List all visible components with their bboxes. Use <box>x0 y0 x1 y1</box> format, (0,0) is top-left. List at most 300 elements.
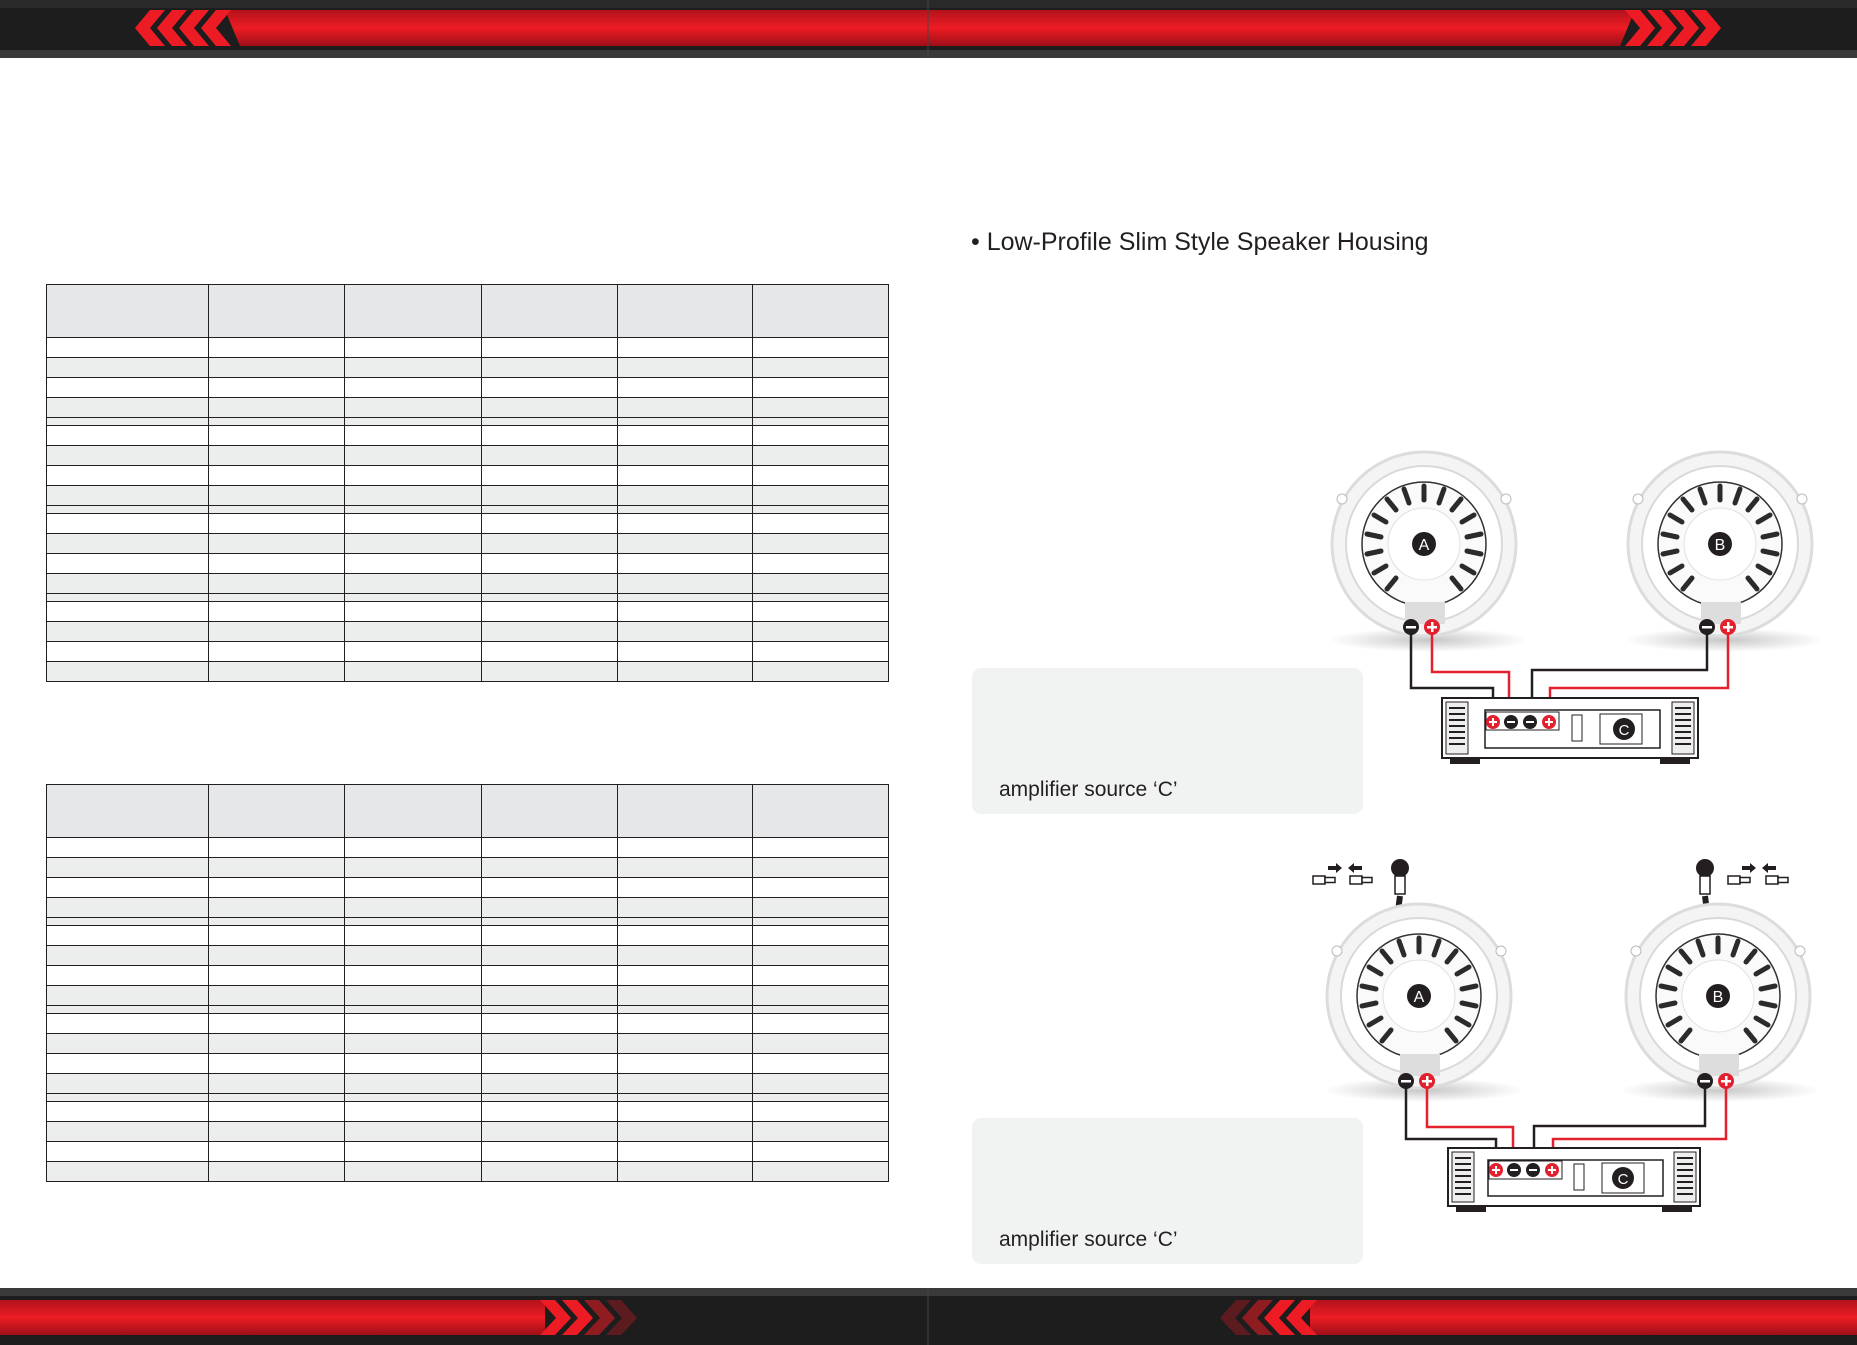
table-row <box>47 594 889 602</box>
table-cell <box>482 858 618 878</box>
amplifier-c <box>1448 1148 1700 1212</box>
table-cell <box>753 622 889 642</box>
table-cell <box>209 898 345 918</box>
table-cell <box>753 662 889 682</box>
table-cell <box>618 986 753 1006</box>
table-cell <box>345 966 482 986</box>
table-cell <box>482 1034 618 1054</box>
table-cell <box>482 1142 618 1162</box>
table-cell <box>618 1102 753 1122</box>
table-cell <box>209 338 345 358</box>
table-cell <box>47 446 209 466</box>
table-cell <box>482 574 618 594</box>
table-row <box>47 1162 889 1182</box>
table-cell <box>209 1006 345 1014</box>
table-cell <box>345 506 482 514</box>
table-cell <box>753 1142 889 1162</box>
table-cell <box>753 506 889 514</box>
table-row <box>47 534 889 554</box>
table-cell <box>618 662 753 682</box>
table-row <box>47 986 889 1006</box>
feature-bullet: • Low-Profile Slim Style Speaker Housing <box>971 228 1429 256</box>
table-row <box>47 946 889 966</box>
table-cell <box>753 946 889 966</box>
table-cell <box>47 946 209 966</box>
table-row <box>47 338 889 358</box>
table-cell <box>482 838 618 858</box>
table-row <box>47 1094 889 1102</box>
table-cell <box>209 574 345 594</box>
table-row <box>47 1122 889 1142</box>
table-row <box>47 602 889 622</box>
table-cell <box>209 378 345 398</box>
header-cell <box>209 785 345 838</box>
table-cell <box>482 622 618 642</box>
table-cell <box>209 418 345 426</box>
table-cell <box>345 466 482 486</box>
amplifier-c <box>1442 698 1698 764</box>
table-cell <box>618 398 753 418</box>
table-cell <box>618 926 753 946</box>
table-body <box>47 838 889 1182</box>
table-cell <box>47 1074 209 1094</box>
table-cell <box>345 918 482 926</box>
table-cell <box>482 1074 618 1094</box>
table-cell <box>482 926 618 946</box>
table-cell <box>618 1142 753 1162</box>
table-cell <box>753 446 889 466</box>
table-cell <box>47 506 209 514</box>
table-cell <box>753 1074 889 1094</box>
table-cell <box>482 378 618 398</box>
table-cell <box>618 878 753 898</box>
table-cell <box>345 622 482 642</box>
table-cell <box>209 514 345 534</box>
table-cell <box>47 574 209 594</box>
table-cell <box>482 594 618 602</box>
amplifier-c-label: C <box>1617 1171 1629 1188</box>
table-cell <box>618 554 753 574</box>
header-cell <box>482 285 618 338</box>
table-cell <box>482 966 618 986</box>
table-cell <box>209 398 345 418</box>
table-cell <box>345 534 482 554</box>
table-cell <box>753 418 889 426</box>
table-cell <box>209 642 345 662</box>
table-cell <box>209 838 345 858</box>
table-cell <box>345 1014 482 1034</box>
amplifier-c-label: C <box>1618 722 1630 739</box>
table-cell <box>753 426 889 446</box>
table-cell <box>753 398 889 418</box>
table-cell <box>482 358 618 378</box>
wiring-diagram-2 <box>1300 850 1857 1220</box>
table-cell <box>482 486 618 506</box>
table-cell <box>47 858 209 878</box>
header-cell <box>209 285 345 338</box>
table-cell <box>618 506 753 514</box>
table-cell <box>345 378 482 398</box>
table-row <box>47 506 889 514</box>
speaker-a-badge <box>1407 984 1431 1008</box>
table-row <box>47 358 889 378</box>
table-cell <box>753 1014 889 1034</box>
table-cell <box>618 574 753 594</box>
table-row <box>47 1102 889 1122</box>
speaker-b-badge <box>1706 984 1730 1008</box>
table-cell <box>345 926 482 946</box>
table-cell <box>47 514 209 534</box>
table-cell <box>753 466 889 486</box>
table-cell <box>345 574 482 594</box>
table-cell <box>47 642 209 662</box>
table-row <box>47 418 889 426</box>
table-cell <box>482 466 618 486</box>
table-cell <box>47 622 209 642</box>
table-cell <box>618 446 753 466</box>
table-cell <box>47 918 209 926</box>
table-body <box>47 338 889 682</box>
wiring-diagram-1 <box>1300 440 1857 770</box>
table-cell <box>209 662 345 682</box>
table-row <box>47 426 889 446</box>
table-cell <box>209 966 345 986</box>
table-cell <box>618 858 753 878</box>
table-cell <box>618 534 753 554</box>
header-cell <box>618 785 753 838</box>
table-cell <box>618 1034 753 1054</box>
table-row <box>47 514 889 534</box>
table-row <box>47 878 889 898</box>
table-cell <box>47 986 209 1006</box>
table-cell <box>209 1162 345 1182</box>
table-cell <box>209 918 345 926</box>
table-cell <box>482 918 618 926</box>
table-cell <box>618 378 753 398</box>
header-cell <box>47 785 209 838</box>
table-cell <box>209 1094 345 1102</box>
table-row <box>47 622 889 642</box>
table-cell <box>345 986 482 1006</box>
table-cell <box>47 1142 209 1162</box>
table-cell <box>47 1162 209 1182</box>
table-cell <box>209 554 345 574</box>
table-cell <box>618 1122 753 1142</box>
table-cell <box>618 918 753 926</box>
table-cell <box>753 486 889 506</box>
table-cell <box>482 662 618 682</box>
table-cell <box>209 1122 345 1142</box>
table-cell <box>753 918 889 926</box>
table-cell <box>753 898 889 918</box>
table-cell <box>47 878 209 898</box>
table-row <box>47 966 889 986</box>
table-cell <box>47 426 209 446</box>
table-cell <box>345 418 482 426</box>
table-cell <box>209 446 345 466</box>
table-cell <box>753 1034 889 1054</box>
table-row <box>47 554 889 574</box>
table-cell <box>209 358 345 378</box>
table-cell <box>618 602 753 622</box>
table-cell <box>618 622 753 642</box>
table-row <box>47 446 889 466</box>
table-cell <box>482 878 618 898</box>
table-cell <box>47 898 209 918</box>
table-cell <box>209 1014 345 1034</box>
header-cell <box>47 285 209 338</box>
table-cell <box>345 858 482 878</box>
table-row <box>47 1014 889 1034</box>
table-cell <box>753 1162 889 1182</box>
table-cell <box>47 534 209 554</box>
table-cell <box>618 966 753 986</box>
table-cell <box>209 426 345 446</box>
table-cell <box>482 1162 618 1182</box>
table-cell <box>618 1094 753 1102</box>
table-cell <box>482 418 618 426</box>
table-cell <box>753 1102 889 1122</box>
speaker-a-label: A <box>1418 537 1430 554</box>
table-cell <box>209 926 345 946</box>
table-cell <box>209 602 345 622</box>
table-cell <box>345 1074 482 1094</box>
header-cell <box>753 285 889 338</box>
quick-connect-icon-right <box>1728 863 1788 884</box>
table-cell <box>345 1094 482 1102</box>
table-row <box>47 574 889 594</box>
table-cell <box>618 358 753 378</box>
table-cell <box>345 1122 482 1142</box>
table-cell <box>482 602 618 622</box>
table-cell <box>482 338 618 358</box>
table-row <box>47 1034 889 1054</box>
table-cell <box>618 1006 753 1014</box>
speaker-b-badge <box>1708 532 1732 556</box>
header-cell <box>345 285 482 338</box>
table-cell <box>345 554 482 574</box>
table-cell <box>345 1006 482 1014</box>
table-cell <box>618 338 753 358</box>
table-cell <box>345 662 482 682</box>
table-cell <box>47 838 209 858</box>
table-row <box>47 1074 889 1094</box>
table-cell <box>618 642 753 662</box>
table-cell <box>209 506 345 514</box>
table-cell <box>618 514 753 534</box>
table-cell <box>47 1014 209 1034</box>
table-row <box>47 1054 889 1074</box>
table-cell <box>482 514 618 534</box>
spec-table-2 <box>46 784 889 1182</box>
table-cell <box>345 1054 482 1074</box>
table-cell <box>209 1102 345 1122</box>
table-cell <box>482 1102 618 1122</box>
table-cell <box>345 446 482 466</box>
table-row <box>47 926 889 946</box>
speaker-b-label: B <box>1714 537 1726 554</box>
table-cell <box>482 898 618 918</box>
table-cell <box>345 514 482 534</box>
table-cell <box>209 1034 345 1054</box>
table-cell <box>618 946 753 966</box>
table-row <box>47 466 889 486</box>
table-cell <box>47 466 209 486</box>
table-cell <box>47 418 209 426</box>
table-row <box>47 486 889 506</box>
note-text: amplifier source ‘C’ <box>999 1228 1178 1251</box>
header-cell <box>345 785 482 838</box>
table-cell <box>753 534 889 554</box>
table-cell <box>618 1074 753 1094</box>
table-cell <box>753 642 889 662</box>
table-cell <box>209 622 345 642</box>
table-cell <box>482 1006 618 1014</box>
table-cell <box>753 554 889 574</box>
table-cell <box>345 878 482 898</box>
table-row <box>47 918 889 926</box>
table-cell <box>753 926 889 946</box>
table-cell <box>47 966 209 986</box>
table-cell <box>47 398 209 418</box>
table-cell <box>753 966 889 986</box>
top-header-band <box>0 0 1857 58</box>
table-cell <box>753 338 889 358</box>
table-cell <box>482 642 618 662</box>
table-cell <box>753 1006 889 1014</box>
speaker-b-label: B <box>1712 989 1724 1006</box>
table-cell <box>618 418 753 426</box>
table-cell <box>47 926 209 946</box>
table-cell <box>482 946 618 966</box>
bottom-footer-band <box>0 1288 1857 1345</box>
table-row <box>47 398 889 418</box>
table-cell <box>482 426 618 446</box>
header-cell <box>753 785 889 838</box>
table-cell <box>47 662 209 682</box>
table-cell <box>618 1162 753 1182</box>
table-cell <box>753 858 889 878</box>
quick-connect-icon-left <box>1313 863 1372 884</box>
table-header-row <box>47 285 889 338</box>
table-cell <box>753 602 889 622</box>
header-cell <box>618 285 753 338</box>
table-row <box>47 378 889 398</box>
table-cell <box>47 1054 209 1074</box>
table-cell <box>482 1054 618 1074</box>
table-cell <box>618 426 753 446</box>
table-cell <box>345 594 482 602</box>
table-cell <box>345 838 482 858</box>
table-cell <box>618 838 753 858</box>
table-cell <box>209 858 345 878</box>
table-cell <box>209 466 345 486</box>
spec-table-1 <box>46 284 889 682</box>
table-cell <box>618 594 753 602</box>
table-cell <box>209 1142 345 1162</box>
table-cell <box>345 602 482 622</box>
table-cell <box>753 1122 889 1142</box>
table-cell <box>47 358 209 378</box>
table-row <box>47 898 889 918</box>
table-header-row <box>47 785 889 838</box>
table-cell <box>47 1006 209 1014</box>
header-cell <box>482 785 618 838</box>
table-cell <box>618 1054 753 1074</box>
table-cell <box>47 554 209 574</box>
table-cell <box>618 466 753 486</box>
table-cell <box>47 594 209 602</box>
table-cell <box>209 1054 345 1074</box>
table-cell <box>753 1094 889 1102</box>
speaker-a-badge <box>1412 532 1436 556</box>
table-cell <box>753 878 889 898</box>
table-row <box>47 858 889 878</box>
table-row <box>47 662 889 682</box>
table-cell <box>345 486 482 506</box>
table-cell <box>47 338 209 358</box>
table-cell <box>209 878 345 898</box>
table-cell <box>482 986 618 1006</box>
table-cell <box>47 1094 209 1102</box>
table-cell <box>618 898 753 918</box>
table-cell <box>753 594 889 602</box>
table-cell <box>47 378 209 398</box>
table-cell <box>753 838 889 858</box>
table-cell <box>47 486 209 506</box>
table-cell <box>482 1094 618 1102</box>
table-cell <box>753 574 889 594</box>
table-cell <box>482 534 618 554</box>
table-cell <box>482 398 618 418</box>
table-cell <box>753 1054 889 1074</box>
note-text: amplifier source ‘C’ <box>999 778 1178 801</box>
table-row <box>47 642 889 662</box>
table-cell <box>345 898 482 918</box>
table-cell <box>618 486 753 506</box>
table-cell <box>209 946 345 966</box>
table-cell <box>209 986 345 1006</box>
speaker-a-label: A <box>1413 989 1425 1006</box>
table-row <box>47 1142 889 1162</box>
table-row <box>47 1006 889 1014</box>
table-cell <box>482 506 618 514</box>
table-cell <box>618 1014 753 1034</box>
table-cell <box>345 338 482 358</box>
table-cell <box>753 358 889 378</box>
table-cell <box>482 554 618 574</box>
table-cell <box>47 1034 209 1054</box>
table-cell <box>345 1102 482 1122</box>
table-cell <box>345 398 482 418</box>
table-cell <box>47 1102 209 1122</box>
table-cell <box>345 1034 482 1054</box>
table-cell <box>209 594 345 602</box>
table-cell <box>345 426 482 446</box>
table-cell <box>345 1142 482 1162</box>
table-cell <box>345 946 482 966</box>
table-cell <box>209 1074 345 1094</box>
table-cell <box>753 514 889 534</box>
table-cell <box>345 358 482 378</box>
table-cell <box>209 486 345 506</box>
table-cell <box>482 1122 618 1142</box>
table-cell <box>345 1162 482 1182</box>
table-cell <box>47 602 209 622</box>
table-cell <box>753 378 889 398</box>
table-cell <box>209 534 345 554</box>
table-cell <box>47 1122 209 1142</box>
